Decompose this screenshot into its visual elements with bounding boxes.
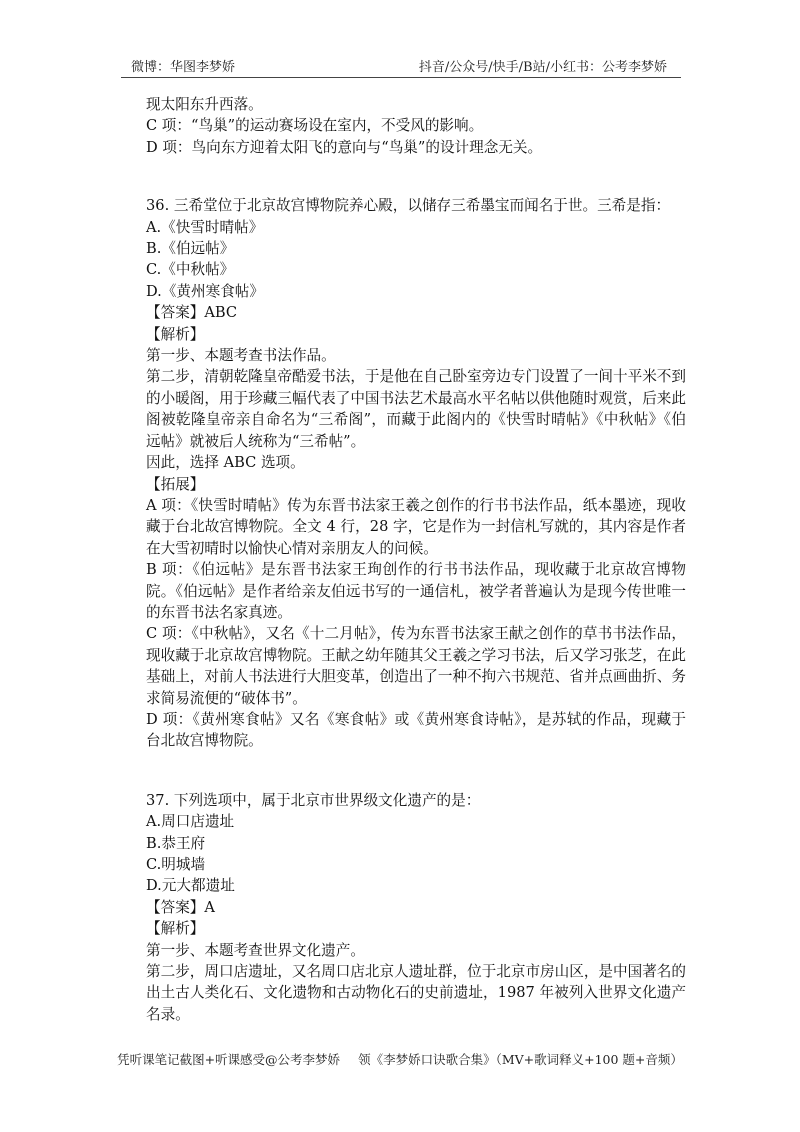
intro-line: D 项：鸟向东方迎着太阳飞的意向与“鸟巢”的设计理念无关。 [146, 138, 543, 156]
q36-analysis-step1: 第一步、本题考查书法作品。 [146, 347, 336, 365]
q36-option-a: A.《快雪时晴帖》 [146, 218, 264, 236]
q36-extension-d: D 项：《黄州寒食帖》又名《寒食帖》或《黄州寒食诗帖》，是苏轼的作品，现藏于台北故宫博物院。 [146, 710, 686, 750]
q37-analysis-label: 【解析】 [146, 920, 205, 938]
q36-extension-label: 【拓展】 [146, 475, 205, 493]
page-footer [0, 1050, 800, 1068]
q36-option-c: C.《中秋帖》 [146, 261, 235, 279]
q37-analysis-step1: 第一步、本题考查世界文化遗产。 [146, 941, 365, 959]
q37-analysis-step2: 第二步，周口店遗址，又名周口店北京人遗址群，位于北京市房山区，是中国著名的出土古人类化石、文化遗物和古动物化石的史前遗址，1987 年被列入世界文化遗产名录。 [146, 963, 686, 1023]
q36-extension-b: B 项：《伯远帖》是东晋书法家王珣创作的行书书法作品，现收藏于北京故宫博物院。《伯远帖》是作者给亲友伯远书写的一通信札，被学者普遍认为是现今传世唯一的东晋书法名家真迹。 [146, 561, 686, 621]
spacer [146, 752, 686, 790]
q37-answer: 【答案】A [146, 898, 215, 916]
q36-extension-a: A 项：《快雪时晴帖》传为东晋书法家王羲之创作的行书书法作品，纸本墨迹，现收藏于台北故宫博物院。全文 4 行，28 字，它是作为一封信札写就的，其内容是作者在大雪初晴时以愉快心情对亲朋友人的问候。 [146, 496, 686, 557]
header-left-text: 微博：华图李梦娇 [131, 60, 236, 75]
q36-analysis-step2: 第二步，清朝乾隆皇帝酷爱书法，于是他在自己卧室旁边专门设置了一间十平米不到的小暖阁，用于珍藏三幅代表了中国书法艺术最高水平名帖以供他随时观赏，后来此阁被乾隆皇帝亲自命名为“三希阁”，而藏于此阁内的《快雪时晴帖》《中秋帖》《伯远帖》就被后人统称为“三希帖”。 [146, 368, 686, 450]
q36-extension-c: C 项：《中秋帖》，又名《十二月帖》，传为东晋书法家王献之创作的草书书法作品，现收藏于北京故宫博物院。王献之幼年随其父王羲之学习书法，后又学习张芝，在此基础上，对前人书法进行大胆变革，创造出了一种不拘六书规范、省并点画曲折、务求简易流便的“破体书”。 [146, 625, 686, 707]
q36-answer: 【答案】ABC [146, 304, 238, 322]
intro-line: C 项：“鸟巢”的运动赛场设在室内，不受风的影响。 [146, 117, 484, 135]
spacer [146, 158, 686, 195]
q37-option-c: C.明城墙 [146, 856, 206, 873]
q36-analysis-conclusion: 因此，选择 ABC 选项。 [146, 454, 305, 472]
header-right-text: 抖音/公众号/快手/B站/小红书：公考李梦娇 [418, 60, 667, 75]
q37-option-b: B.恭王府 [146, 834, 206, 852]
page-content [146, 94, 686, 1025]
q36-analysis-label: 【解析】 [146, 325, 205, 343]
q37-option-a: A.周口店遗址 [146, 813, 235, 831]
q36-question: 36. 三希堂位于北京故宫博物院养心殿，以储存三希墨宝而闻名于世。三希是指： [146, 197, 671, 215]
intro-line: 现太阳东升西落。 [146, 96, 263, 113]
header-divider [121, 77, 681, 78]
footer-promo-right: 领《李梦娇口诀歌合集》（MV+歌词释义+100 题+音频） [358, 1052, 683, 1067]
q36-option-b: B.《伯远帖》 [146, 240, 235, 258]
q37-question: 37. 下列选项中，属于北京市世界级文化遗产的是： [146, 791, 481, 809]
q37-option-d: D.元大都遗址 [146, 877, 235, 895]
footer-promo-left: 凭听课笔记截图+听课感受@公考李梦娇 [117, 1052, 341, 1067]
q36-option-d: D.《黄州寒食帖》 [146, 282, 264, 300]
